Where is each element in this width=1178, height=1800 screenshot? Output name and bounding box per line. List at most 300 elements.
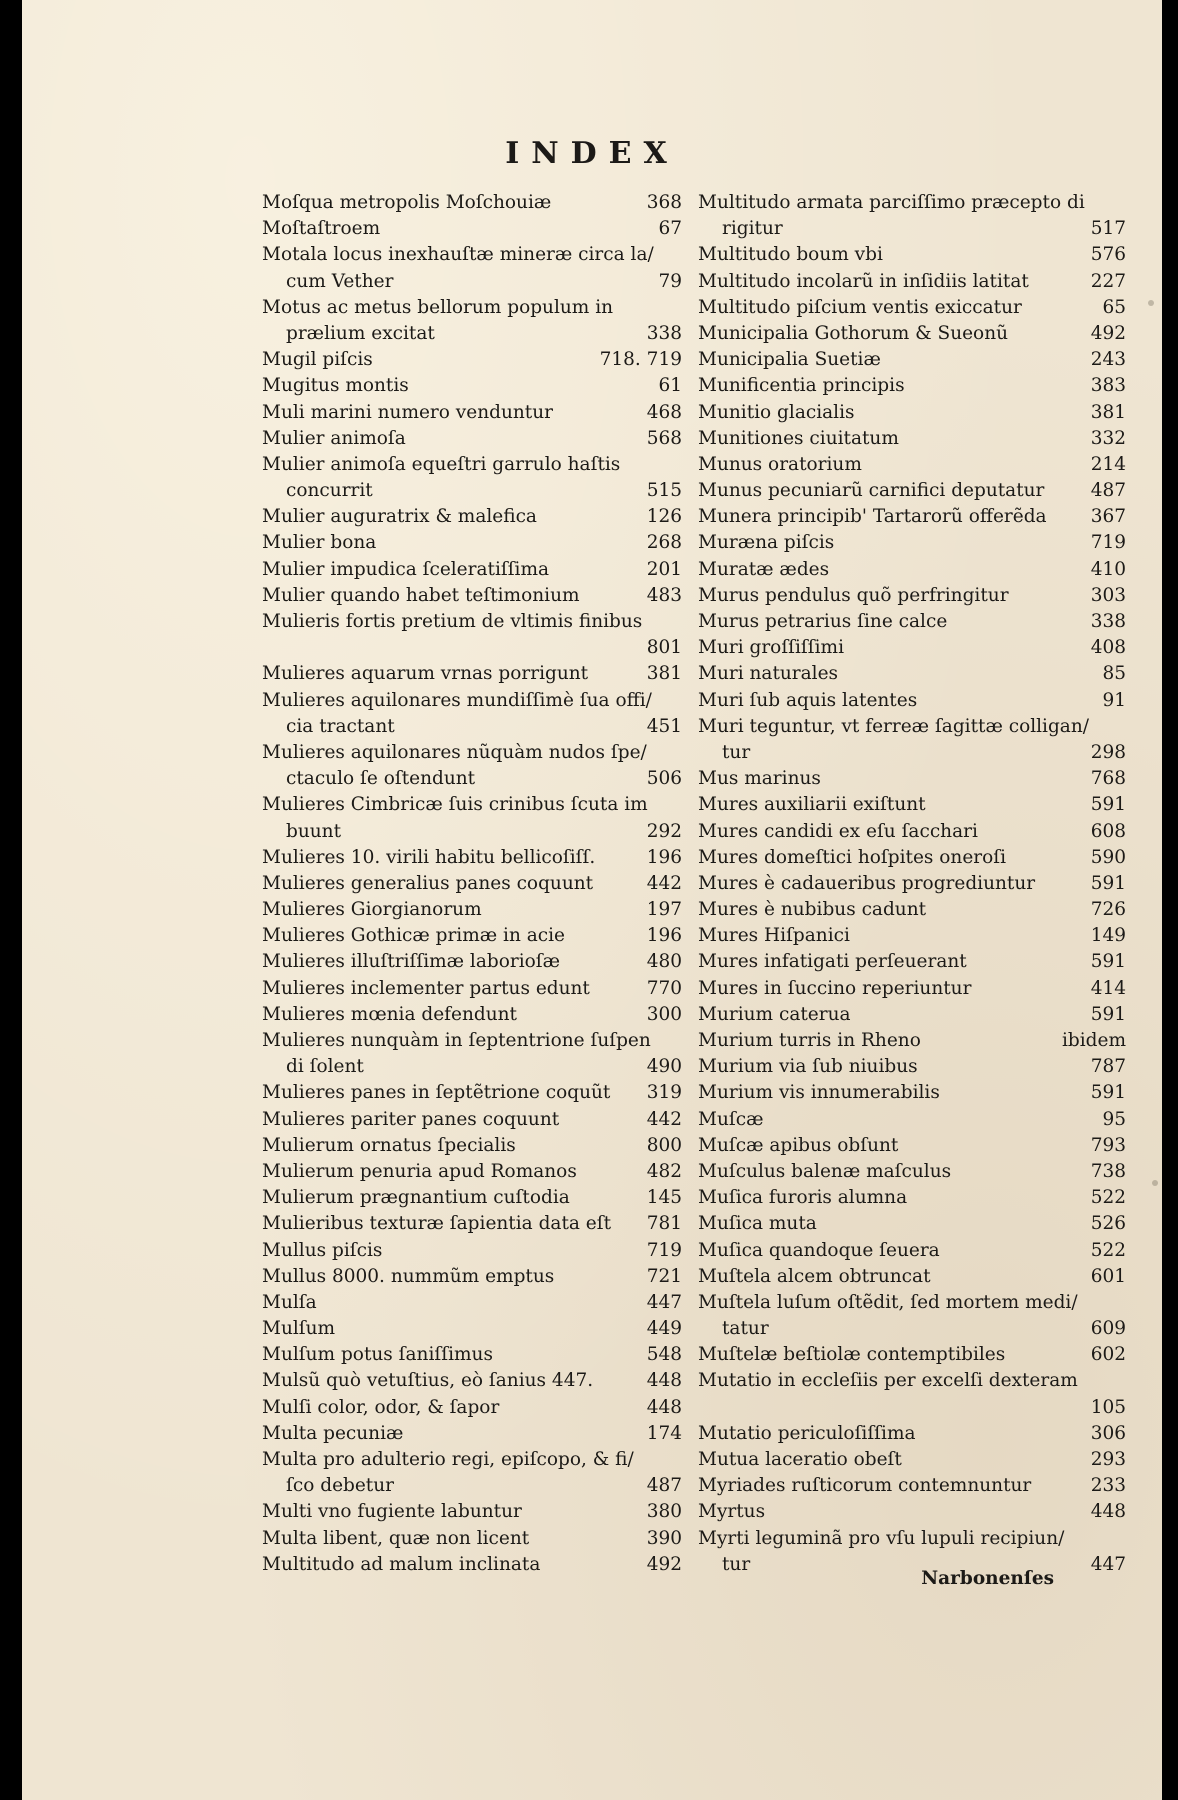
page-title: INDEX [505,136,679,171]
page-number: 590 [1090,846,1126,868]
entry-text: Mulieres pariter panes coquunt [262,1108,560,1130]
index-line [262,1054,682,1080]
index-entry [698,426,1126,452]
index-line [262,635,682,661]
page-number: 522 [1090,1239,1126,1261]
page-number: 408 [1090,637,1126,659]
entry-text: Muſica quandoque ſeuera [698,1239,940,1261]
entry-text: Muratæ ædes [698,558,830,580]
index-entry [698,923,1126,949]
entry-text: Mulieres mœnia defendunt [262,1003,517,1025]
entry-text: Mulierum prægnantium cuſtodia [262,1187,570,1209]
index-line [262,1290,682,1316]
page-number: 506 [646,768,682,790]
index-entry [698,1107,1126,1133]
index-line [698,714,1126,740]
index-entry [698,609,1126,635]
entry-text: cum Vether [286,270,394,292]
entry-text: Mulierum penuria apud Romanos [262,1160,577,1182]
entry-text: Munera principib' Tartarorũ offerẽda [698,506,1047,528]
entry-text: Munus oratorium [698,453,862,475]
page-number: 390 [646,1527,682,1549]
index-entry [262,949,682,975]
page-number: 243 [1090,349,1126,371]
index-entry [698,1185,1126,1211]
entry-text: tur [722,741,751,763]
page-number: 306 [1090,1422,1126,1444]
entry-text: tur [722,1553,751,1575]
index-entry [262,1368,682,1394]
index-entry [698,1342,1126,1368]
index-entry [698,530,1126,556]
entry-text: Murus pendulus quõ perfringitur [698,584,1009,606]
page-number: 601 [1090,1265,1126,1287]
index-line [262,976,682,1002]
page-number: 380 [646,1501,682,1523]
page-number: 126 [646,506,682,528]
index-entry [698,792,1126,818]
entry-text: Muſtelæ beſtiolæ contemptibiles [698,1344,1006,1366]
index-entry [262,740,682,792]
index-line [262,504,682,530]
index-line [698,1133,1126,1159]
entry-text: Mus marinus [698,768,821,790]
entry-text: Mullus 8000. nummũm emptus [262,1265,555,1287]
entry-text: Muri teguntur, vt ferreæ ſagittæ colligan/ [698,715,1089,737]
index-entry [698,897,1126,923]
index-entry [262,1080,682,1106]
page-number: 449 [646,1318,682,1340]
index-line [698,1316,1126,1342]
index-entry [262,1552,682,1578]
entry-text: Muri groſſiſſimi [698,637,845,659]
entry-text: Muræna piſcis [698,532,835,554]
index-line [262,1211,682,1237]
index-line [698,1211,1126,1237]
index-line [698,1028,1126,1054]
index-line [698,635,1126,661]
index-line [698,557,1126,583]
index-entry [262,216,682,242]
page-number: 801 [646,637,682,659]
page-number: 145 [646,1187,682,1209]
index-entry [262,1185,682,1211]
index-line [698,452,1126,478]
index-line [262,1552,682,1578]
index-line [262,216,682,242]
index-line [262,530,682,556]
index-entry [698,1159,1126,1185]
index-line [262,871,682,897]
index-entry [262,661,682,687]
entry-text: Multi vno fugiente labuntur [262,1501,522,1523]
index-line [262,1185,682,1211]
index-entry [698,1054,1126,1080]
page-number: 487 [646,1475,682,1497]
entry-text: Muſcæ [698,1108,764,1130]
index-entry [262,242,682,294]
index-line [262,766,682,792]
entry-text: buunt [286,820,342,842]
page-number: 410 [1090,558,1126,580]
index-line [262,923,682,949]
page-number: 719 [646,1239,682,1261]
index-entry [698,295,1126,321]
entry-text: Mulieres 10. virili habitu bellicoſiſſ. [262,846,596,868]
index-line [698,216,1126,242]
page-number: 718. 719 [599,349,682,371]
index-line [262,1473,682,1499]
page-number: 332 [1090,427,1126,449]
index-line [698,923,1126,949]
entry-text: Murium caterua [698,1003,851,1025]
entry-text: prælium excitat [286,322,435,344]
index-entry [698,269,1126,295]
page-number: 483 [646,584,682,606]
index-entry [262,609,682,661]
page-number: 451 [646,715,682,737]
index-line [262,452,682,478]
index-line [698,897,1126,923]
page-number: 201 [646,558,682,580]
index-line [698,1185,1126,1211]
index-line [698,1395,1126,1421]
page-number: 517 [1090,218,1126,240]
page-number: 67 [658,218,682,240]
page-number: 770 [646,977,682,999]
page-number: 591 [1090,1003,1126,1025]
index-line [698,1473,1126,1499]
index-entry [698,1211,1126,1237]
index-line [262,242,682,268]
index-entry [698,1028,1126,1054]
page-number: 781 [646,1213,682,1235]
index-line [262,1080,682,1106]
page-number: 65 [1102,296,1126,318]
page-number: 367 [1090,506,1126,528]
index-entry [698,1473,1126,1499]
page-number: 576 [1090,244,1126,266]
entry-text: Muſica muta [698,1213,817,1235]
entry-text: Mulieres inclementer partus edunt [262,977,590,999]
index-entry [698,949,1126,975]
page-number: 490 [646,1056,682,1078]
entry-text: Multitudo armata parciſſimo præcepto di [698,192,1085,213]
page-number: 196 [646,925,682,947]
entry-text: Mulieres Cimbricæ ſuis crinibus ſcuta im [262,794,648,816]
entry-text: Multitudo piſcium ventis exiccatur [698,296,1022,318]
index-line [698,792,1126,818]
entry-text: Munus pecuniarũ carnifici deputatur [698,480,1045,502]
page-number: 522 [1090,1187,1126,1209]
index-entry [698,347,1126,373]
index-line [262,1133,682,1159]
page-number: 487 [1090,480,1126,502]
index-column-left [262,190,682,1578]
index-line [698,242,1126,268]
entry-text: Mulieribus texturæ ſapientia data eſt [262,1213,612,1235]
entry-text: Mulier quando habet teſtimonium [262,584,580,606]
index-entry [698,635,1126,661]
entry-text: Mulſum [262,1318,336,1340]
page-number: 447 [1090,1553,1126,1575]
entry-text: ctaculo ſe oſtendunt [286,768,476,790]
index-line [262,1028,682,1054]
index-line [262,321,682,347]
index-line [262,609,682,635]
index-line [262,583,682,609]
entry-text: Mulieres nunquàm in ſeptentrione ſuſpen [262,1030,651,1051]
index-entry [698,478,1126,504]
index-entry [698,661,1126,687]
entry-text: Myriades ruſticorum contemnuntur [698,1475,1032,1497]
page-number: 568 [646,427,682,449]
entry-text: Mures è nubibus cadunt [698,899,927,921]
index-entry [262,190,682,216]
page-number: 442 [646,872,682,894]
page-number: 768 [1090,768,1126,790]
index-line [698,609,1126,635]
page-number: 338 [1090,611,1126,632]
page-number: 448 [646,1396,682,1418]
index-entry [698,1002,1126,1028]
entry-text: Mures domeſtici hoſpites oneroſi [698,846,1007,868]
index-entry [698,1421,1126,1447]
entry-text: Mullus piſcis [262,1239,383,1261]
page-number: 548 [646,1344,682,1366]
index-line [698,347,1126,373]
index-line [262,190,682,216]
index-entry [262,871,682,897]
page-number: 303 [1090,584,1126,606]
index-entry [698,1499,1126,1525]
index-line [262,1368,682,1394]
page-number: 233 [1090,1475,1126,1497]
index-line [698,845,1126,871]
entry-text: Mulieres panes in ſeptẽtrione coquũt [262,1082,611,1104]
index-line [698,426,1126,452]
page-number: 526 [1090,1213,1126,1235]
index-line [698,1526,1126,1552]
index-entry [262,426,682,452]
page-number: 468 [646,401,682,423]
index-line [262,1316,682,1342]
page-number: 79 [658,270,682,292]
index-entry [262,373,682,399]
index-entry [262,1211,682,1237]
index-line [698,1159,1126,1185]
page-number: 492 [646,1553,682,1575]
entry-text: concurrit [286,480,373,502]
page-number: 293 [1090,1449,1126,1470]
entry-text: Multitudo boum vbi [698,244,883,266]
page-number: 61 [658,375,682,397]
entry-text: Munitio glacialis [698,401,855,423]
index-entry [262,1499,682,1525]
page-number: 480 [646,951,682,973]
entry-text: Muſcæ apibus obſunt [698,1134,899,1156]
index-line [262,688,682,714]
index-entry [698,1133,1126,1159]
index-line [262,1395,682,1421]
page-number: 95 [1102,1108,1126,1130]
index-line [262,426,682,452]
index-line [262,269,682,295]
index-entry [698,321,1126,347]
index-entry [698,373,1126,399]
index-line [262,557,682,583]
entry-text: Mulieres Gothicæ primæ in acie [262,925,566,947]
index-line [262,1238,682,1264]
index-entry [698,1290,1126,1342]
page-number: 515 [646,480,682,502]
entry-text: Moſtaſtroem [262,218,381,240]
page-number: 292 [646,820,682,842]
page-number: ibidem [1061,1030,1126,1051]
entry-text: Mulieres aquilonares nũquàm nudos ſpe/ [262,741,647,763]
entry-text: Municipalia Suetiæ [698,349,881,371]
index-line [262,1107,682,1133]
entry-text: Mulſa [262,1291,317,1313]
index-entry [262,504,682,530]
index-entry [262,1133,682,1159]
index-line [262,845,682,871]
index-line [698,400,1126,426]
page-number: 174 [646,1422,682,1444]
entry-text: Mures in ſuccino reperiuntur [698,977,972,999]
entry-text: Mulieris fortis pretium de vltimis finibus [262,611,643,632]
index-line [262,792,682,818]
index-line [262,295,682,321]
entry-text: Multa pecuniæ [262,1422,404,1444]
index-line [698,1054,1126,1080]
entry-text: Myrti leguminã pro vſu lupuli recipiun/ [698,1527,1065,1549]
index-entry [262,976,682,1002]
index-line [698,688,1126,714]
entry-text: Mulier bona [262,532,377,554]
index-line [698,1107,1126,1133]
page-number: 197 [646,899,682,921]
index-entry [262,1342,682,1368]
index-entry [262,792,682,844]
page-number: 608 [1090,820,1126,842]
index-entry [698,452,1126,478]
index-entry [698,190,1126,242]
index-entry [698,714,1126,766]
index-entry [262,1028,682,1080]
book-page [22,0,1162,1800]
entry-text: Mures infatigati perſeuerant [698,951,967,973]
index-entry [698,766,1126,792]
index-line [698,1264,1126,1290]
entry-text: Murium turris in Rheno [698,1030,921,1051]
index-entry [698,400,1126,426]
entry-text: Mutua laceratio obeſt [698,1449,902,1470]
index-entry [698,504,1126,530]
index-line [698,295,1126,321]
index-entry [262,1395,682,1421]
index-entry [698,242,1126,268]
index-entry [262,688,682,740]
index-line [698,373,1126,399]
page-number: 368 [646,192,682,213]
entry-text: tatur [722,1318,769,1340]
index-entry [262,295,682,347]
index-line [262,347,682,373]
index-entry [698,976,1126,1002]
index-entry [262,1002,682,1028]
index-entry [698,871,1126,897]
entry-text: Muſtela luſum oſtẽdit, ſed mortem medi/ [698,1291,1078,1313]
index-entry [698,819,1126,845]
entry-text: Multa libent, quæ non licent [262,1527,530,1549]
index-line [698,949,1126,975]
index-entry [698,688,1126,714]
page-number: 591 [1090,951,1126,973]
margin-stain [1152,1180,1158,1186]
index-line [698,1002,1126,1028]
index-entry [262,1159,682,1185]
page-number: 414 [1090,977,1126,999]
entry-text: Mutatio in eccleſiis per excelſi dexteram [698,1370,1078,1392]
index-line [262,373,682,399]
page-number: 268 [646,532,682,554]
entry-text: Mugil piſcis [262,349,373,371]
page-number: 319 [646,1082,682,1104]
index-entry [262,452,682,504]
page-number: 442 [646,1108,682,1130]
index-line [698,1080,1126,1106]
page-number: 381 [646,663,682,685]
index-line [698,190,1126,216]
index-line [698,478,1126,504]
index-entry [262,1421,682,1447]
entry-text: Myrtus [698,1501,766,1523]
index-line [262,714,682,740]
entry-text: Mulier animoſa equeſtri garrulo haſtis [262,453,621,475]
entry-text: Mulieres Giorgianorum [262,899,482,921]
index-line [698,583,1126,609]
entry-text: Multa pro adulterio regi, epiſcopo, & fi/ [262,1449,634,1470]
index-line [262,1499,682,1525]
entry-text: Mures è cadaueribus progrediuntur [698,872,1036,894]
entry-text: Muſtela alcem obtruncat [698,1265,931,1287]
page-number: 492 [1090,322,1126,344]
entry-text: Muri ſub aquis latentes [698,689,918,711]
index-entry [698,845,1126,871]
index-line [262,949,682,975]
index-line [262,1002,682,1028]
entry-text: Murium via ſub niuibus [698,1056,918,1078]
index-line [698,1238,1126,1264]
index-entry [698,1447,1126,1473]
index-line [698,766,1126,792]
entry-text: Mulieres generalius panes coquunt [262,872,594,894]
index-entry [262,1526,682,1552]
index-line [262,478,682,504]
entry-text: Muſculus balenæ maſculus [698,1160,952,1182]
page-number: 591 [1090,1082,1126,1104]
index-line [698,1421,1126,1447]
page-number: 787 [1090,1056,1126,1078]
index-line [698,661,1126,687]
index-line [262,819,682,845]
index-entry [262,557,682,583]
page-number: 726 [1090,899,1126,921]
index-line [698,1368,1126,1394]
entry-text: Munitiones ciuitatum [698,427,899,449]
page-number: 591 [1090,872,1126,894]
